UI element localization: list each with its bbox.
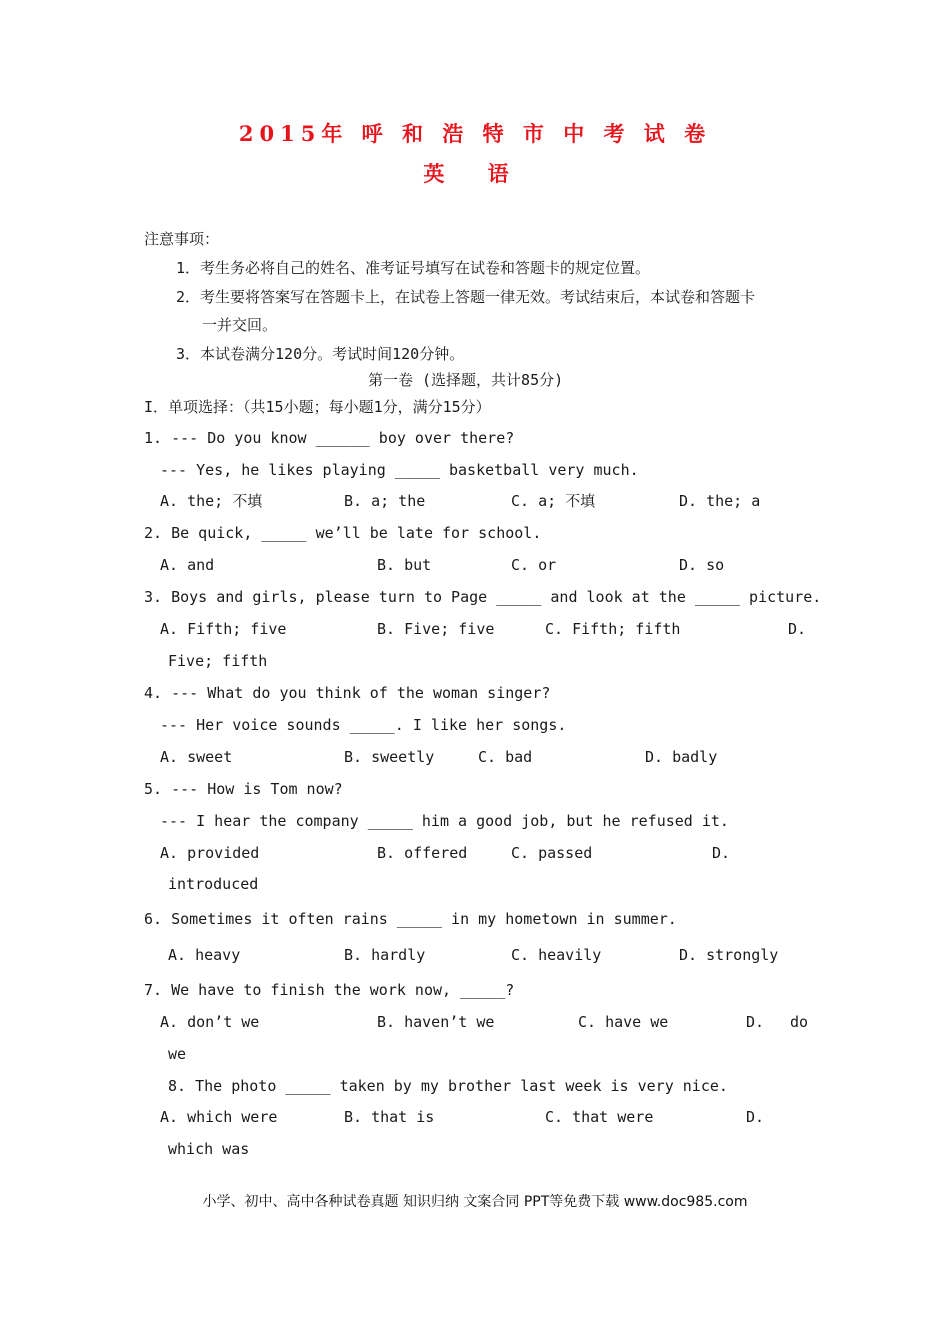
question-stem: 7. We have to finish the work now, _____? (144, 981, 515, 999)
section-title: I．单项选择：（共15小题；每小题1分，满分15分） (144, 398, 491, 416)
option-a: A. don’t we (160, 1013, 260, 1031)
option-d: D. strongly (679, 946, 779, 964)
question-stem: --- Her voice sounds _____. I like her songs. (160, 716, 567, 734)
option-d-text: Five; fifth (168, 652, 268, 670)
option-d-word: do (790, 1013, 809, 1031)
option-a: A. Fifth; five (160, 620, 287, 638)
question-stem: 2. Be quick, _____ we’ll be late for school. (144, 524, 542, 542)
option-d: D. (788, 620, 807, 638)
option-a: A. provided (160, 844, 260, 862)
question-stem: 3. Boys and girls, please turn to Page _____ and look at the _____ picture. (144, 588, 822, 606)
option-c: C. heavily (511, 946, 602, 964)
option-d-text: which was (168, 1140, 250, 1158)
question-stem: 4. --- What do you think of the woman singer? (144, 684, 551, 702)
notice-heading: 注意事项： (144, 230, 220, 248)
option-d-text: we (168, 1045, 187, 1063)
option-c: C. have we (578, 1013, 669, 1031)
option-d: D. so (679, 556, 725, 574)
question-stem: 5. --- How is Tom now? (144, 780, 343, 798)
option-c: C. a; 不填 (511, 492, 596, 510)
option-c: C. that were (545, 1108, 654, 1126)
option-c: C. or (511, 556, 557, 574)
option-b: B. offered (377, 844, 468, 862)
question-stem: 8. The photo _____ taken by my brother last week is very nice. (168, 1077, 728, 1095)
option-d: D. (746, 1013, 765, 1031)
option-b: B. haven’t we (377, 1013, 495, 1031)
exam-title: 2015年 呼 和 浩 特 市 中 考 试 卷 (238, 121, 712, 146)
option-d: D. the; a (679, 492, 761, 510)
question-stem: --- I hear the company _____ him a good job, but he refused it. (160, 812, 729, 830)
notice-item-2-cont: 一并交回。 (202, 316, 278, 334)
option-d: D. (746, 1108, 765, 1126)
option-b: B. Five; five (377, 620, 495, 638)
exam-subject: 英 语 (423, 161, 527, 186)
question-stem: --- Yes, he likes playing _____ basketball very much. (160, 461, 639, 479)
option-d-text: introduced (168, 875, 259, 893)
page-footer: 小学、初中、高中各种试卷真题 知识归纳 文案合同 PPT等免费下载 www.doc985.com (202, 1194, 748, 1210)
option-b: B. that is (344, 1108, 435, 1126)
option-b: B. but (377, 556, 432, 574)
option-a: A. and (160, 556, 215, 574)
option-a: A. sweet (160, 748, 233, 766)
option-b: B. sweetly (344, 748, 435, 766)
option-a: A. which were (160, 1108, 278, 1126)
option-c: C. bad (478, 748, 533, 766)
notice-item-1: 1．考生务必将自己的姓名、准考证号填写在试卷和答题卡的规定位置。 (176, 259, 651, 277)
option-a: A. heavy (168, 946, 241, 964)
part-title: 第一卷 (选择题，共计85分) (368, 371, 564, 389)
option-c: C. passed (511, 844, 593, 862)
question-stem: 6. Sometimes it often rains _____ in my hometown in summer. (144, 910, 677, 928)
option-c: C. Fifth; fifth (545, 620, 681, 638)
option-d: D. badly (645, 748, 718, 766)
notice-item-3: 3．本试卷满分120分。考试时间120分钟。 (176, 345, 465, 363)
option-d: D. (712, 844, 731, 862)
option-b: B. a; the (344, 492, 426, 510)
question-stem: 1. --- Do you know ______ boy over there? (144, 429, 515, 447)
option-b: B. hardly (344, 946, 426, 964)
notice-item-2: 2．考生要将答案写在答题卡上，在试卷上答题一律无效。考试结束后，本试卷和答题卡 (176, 288, 756, 306)
option-a: A. the; 不填 (160, 492, 263, 510)
